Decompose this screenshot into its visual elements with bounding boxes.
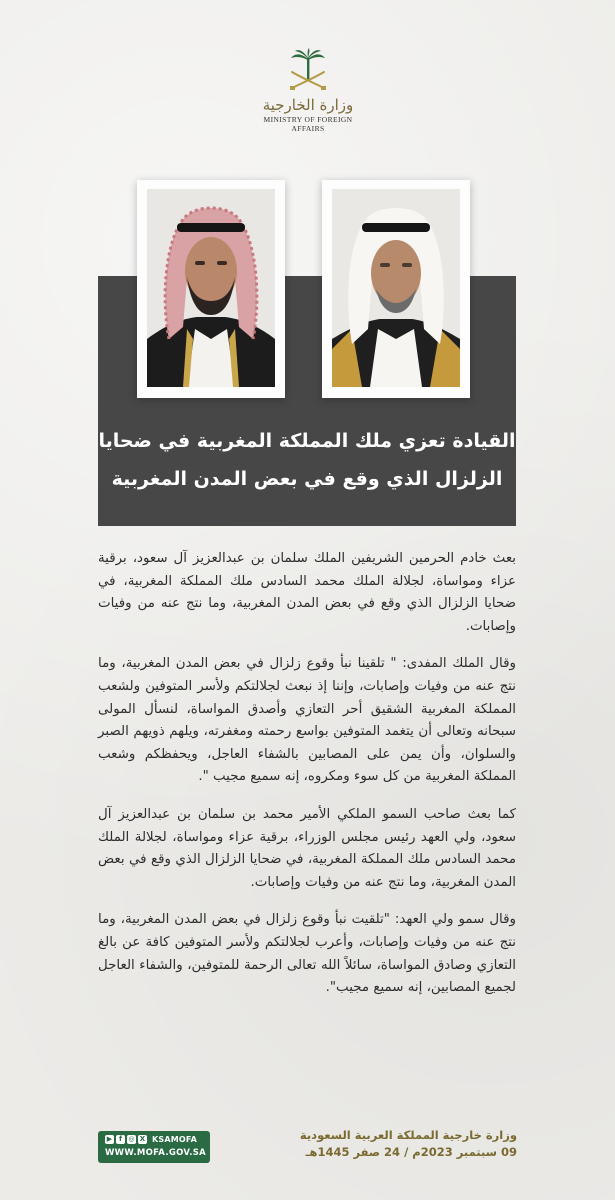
footer-date-line: 09 سبتمبر 2023م / 24 صفر 1445هـ — [305, 1145, 517, 1159]
article-paragraph-1: بعث خادم الحرمين الشريفين الملك سلمان بن عبدالعزيز آل سعود، برقية عزاء ومواساة، لجلالة الملك محمد السادس ملك المملكة المغربية، في ضحايا الزلزال الذي وقع في بعض المدن المغربية، وما نتج عنه من وفيات وإصابات. — [98, 551, 516, 634]
logo-english-text: MINISTRY OF FOREIGN AFFAIRS — [263, 115, 353, 133]
footer-ministry-line: وزارة خارجية المملكة العربية السعودية — [299, 1128, 517, 1142]
article-body — [98, 548, 516, 1015]
social-badge[interactable] — [98, 1131, 210, 1163]
footer-signature — [300, 1127, 517, 1161]
youtube-icon[interactable]: ▶ — [106, 1135, 113, 1143]
portrait-king — [332, 189, 460, 387]
portrait-frame-left — [137, 180, 285, 398]
palm-swords-emblem-icon — [288, 48, 328, 94]
facebook-icon[interactable]: f — [116, 1135, 125, 1144]
x-icon[interactable]: X — [139, 1135, 146, 1143]
social-handle[interactable]: KSAMOFA — [152, 1135, 198, 1144]
website-link[interactable]: WWW.MOFA.GOV.SA — [105, 1148, 207, 1158]
headline-line-1: القيادة تعزي ملك المملكة المغربية في ضحايا — [98, 430, 516, 452]
portrait-crown-prince — [147, 189, 275, 387]
portrait-frame-right — [322, 180, 470, 398]
article-paragraph-4: وقال سمو ولي العهد: "تلقيت نبأ وقوع زلزال في بعض المدن المغربية، وما نتج عنه من وفيات وإصابات، وأعرب لجلالتكم ولأسر المتوفين كافة عن بالغ التعازي وصادق المواساة، سائلاً الله تعالى الرحمة للمتوفين، والشفاء العاجل لجميع المصابين، إنه سميع مجيب". — [98, 912, 516, 996]
headline — [98, 422, 516, 498]
logo-arabic-text: وزارة الخارجية — [262, 96, 354, 114]
ministry-logo — [258, 48, 358, 138]
headline-line-2: الزلزال الذي وقع في بعض المدن المغربية — [111, 468, 503, 490]
article-paragraph-3: كما بعث صاحب السمو الملكي الأمير محمد بن سلمان بن عبدالعزيز آل سعود، ولي العهد رئيس مجلس الوزراء، برقية عزاء ومواساة، لجلالة الملك محمد السادس ملك المملكة المغربية، في ضحايا الزلزال الذي وقع في بعض المدن المغربية، وما نتج عنه من وفيات وإصابات. — [98, 806, 516, 890]
social-icons-row — [105, 1135, 197, 1144]
instagram-icon[interactable]: ◎ — [128, 1135, 135, 1143]
article-paragraph-2: وقال الملك المفدى: " تلقينا نبأ وقوع زلزال في بعض المدن المغربية، وما نتج عنه من وفيات وإصابات، وإننا إذ نبعث لجلالتكم ولأسر المتوفين ولشعب المملكة المغربية الشقيق أحر التعازي وأصدق المواساة، لنسأل المولى سبحانه وتعالى أن يتغمد المتوفين بواسع رحمته ومغفرته، ويلهم ذويهم الصبر والسلوان، وأن يمن على المصابين بالشفاء العاجل، ويحفظكم وشعب المملكة المغربية من كل سوء ومكروه، إنه سميع مجيب ". — [98, 656, 516, 785]
